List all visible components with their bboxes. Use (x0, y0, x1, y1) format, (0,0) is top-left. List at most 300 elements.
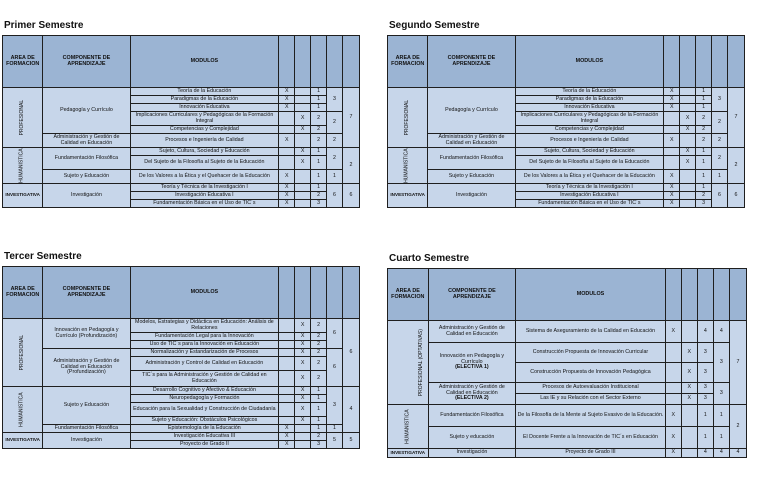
table-row (3, 134, 360, 148)
obligatorio-cell (664, 148, 680, 156)
credito-cell: 3 (697, 383, 713, 394)
table-row (388, 148, 745, 156)
table-row (388, 184, 745, 192)
obligatorio-cell (664, 156, 680, 170)
credito-cell: 1 (311, 148, 327, 156)
modulo-cell: Fundamentación Legal para la Innovación (130, 333, 279, 341)
flexible-cell: X (295, 319, 311, 333)
header-area: AREA DE FORMACION (388, 36, 428, 88)
credito-cell: 4 (697, 321, 713, 343)
creditos-area-cell: 5 (343, 433, 360, 449)
header-flexible (680, 36, 696, 88)
obligatorio-cell: X (664, 104, 680, 112)
header-creditos-area (343, 36, 360, 88)
modulo-cell: Sujeto y Educación: Obstáculos Psicológicos (130, 417, 279, 425)
obligatorio-cell: X (664, 96, 680, 104)
creditos-componente-cell: 3 (327, 387, 343, 425)
obligatorio-cell: X (279, 96, 295, 104)
area-cell (3, 88, 43, 148)
creditos-componente-cell: 6 (712, 184, 728, 208)
header-credito-modulo (697, 269, 713, 321)
creditos-area-cell: 7 (729, 321, 746, 405)
obligatorio-cell (279, 156, 295, 170)
header-flexible (295, 267, 311, 319)
modulo-cell: Epistemología de la Educación (130, 425, 279, 433)
componente-cell: Fundamentación Filosófica (43, 148, 130, 170)
modulo-cell: Implicaciones Curriculares y Pedagógicas de la Formación Integral (515, 112, 664, 126)
flexible-cell (295, 104, 311, 112)
creditos-area-cell: 4 (343, 387, 360, 433)
flexible-cell (680, 104, 696, 112)
componente-cell: Fundamentación Filosófica (428, 405, 516, 427)
componente-cell: Investigación (428, 449, 516, 458)
flexible-cell: X (295, 371, 311, 387)
creditos-componente-cell: 6 (327, 349, 343, 387)
modulo-cell: Neuropedagogía y Formación (130, 395, 279, 403)
header-area: AREA DE FORMACION (388, 269, 429, 321)
flexible-cell: X (295, 126, 311, 134)
creditos-componente-cell: 2 (712, 134, 728, 148)
header-flexible (681, 269, 697, 321)
credito-cell: 1 (696, 184, 712, 192)
creditos-componente-cell: 1 (327, 170, 343, 184)
obligatorio-cell: X (279, 170, 295, 184)
componente-cell: Administración y Gestión de Calidad en Educación (Profundización) (43, 349, 130, 387)
componente-cell (428, 383, 516, 405)
modulo-cell: De la Filosofía de la Mente al Sujeto Evasivo de la Educación. (516, 405, 666, 427)
modulo-cell: Implicaciones Curriculares y Pedagógicas de la Formación Integral (130, 112, 279, 126)
area-cell (3, 387, 43, 433)
header-creditos-area (729, 269, 746, 321)
credito-cell: 2 (311, 433, 327, 441)
panel-title: Segundo Semestre (389, 20, 480, 31)
obligatorio-cell (279, 403, 295, 417)
modulo-cell: Las IE y su Relación con el Sector Externo (516, 394, 666, 405)
flexible-cell: X (681, 394, 697, 405)
table-row (388, 449, 747, 458)
header-componente: COMPONENTE DE APRENDIZAJE (43, 36, 130, 88)
modulo-cell: Construcción Propuesta de Innovación Pedagógica (516, 363, 666, 383)
credito-cell: 2 (311, 371, 327, 387)
obligatorio-cell (279, 417, 295, 425)
panel-title: Primer Semestre (4, 20, 84, 31)
componente-cell: Sujeto y Educación (43, 170, 130, 184)
creditos-area-cell: 7 (728, 88, 745, 148)
componente-cell: Investigación (43, 184, 130, 208)
modulo-cell: Desarrollo Cognitivo y Afectivo & Educación (130, 387, 279, 395)
table-row (388, 383, 747, 394)
modulo-cell: Sistema de Aseguramiento de la Calidad en Educación (516, 321, 666, 343)
credito-cell: 3 (697, 394, 713, 405)
componente-cell: Fundamentación Filosófica (428, 148, 515, 170)
obligatorio-cell (279, 395, 295, 403)
area-label: HUMANISTICA (19, 392, 26, 427)
panel-tercer-semestre (2, 248, 360, 449)
flexible-cell (295, 170, 311, 184)
flexible-cell: X (681, 383, 697, 394)
creditos-area-cell: 2 (343, 148, 360, 184)
modulo-cell: Teoría y Técnica de la Investigación I (515, 184, 664, 192)
header-creditos-componente (327, 267, 343, 319)
modulo-cell: De los Valores a la Ética y el Quehacer de la Educación (130, 170, 279, 184)
modulo-cell: El Docente Frente a la Innovación de TIC´s en Educación (516, 427, 666, 449)
creditos-area-cell: 6 (728, 184, 745, 208)
obligatorio-cell: X (665, 427, 681, 449)
modulo-cell: De los Valores a la Ética y el Quehacer de la Educación (515, 170, 664, 184)
obligatorio-cell: X (279, 88, 295, 96)
table-row (3, 170, 360, 184)
credito-cell: 2 (311, 349, 327, 357)
obligatorio-cell: X (279, 134, 295, 148)
componente-label: Administración y Gestión de Calidad en Educación (438, 384, 505, 396)
flexible-cell: X (295, 395, 311, 403)
flexible-cell (681, 321, 697, 343)
componente-cell: Innovación en Pedagogía y Currículo (Profundización) (43, 319, 130, 349)
header-area: AREA DE FORMACION (3, 267, 43, 319)
componente-cell: Fundamentación Filosófica (43, 425, 130, 433)
obligatorio-cell: X (665, 449, 681, 458)
header-componente: COMPONENTE DE APRENDIZAJE (428, 36, 515, 88)
flexible-cell (295, 200, 311, 208)
area-label: HUMANISTICA (404, 148, 411, 183)
componente-cell: Investigación (428, 184, 515, 208)
creditos-componente-cell: 3 (712, 88, 728, 112)
flexible-cell (681, 449, 697, 458)
credito-cell: 3 (696, 200, 712, 208)
componente-cell: Pedagogía y Currículo (428, 88, 515, 134)
modulo-cell: Paradigmas de la Educación (130, 96, 279, 104)
curriculum-table (2, 266, 360, 449)
modulo-cell: Administración y Control de Calidad en Educación (130, 357, 279, 371)
credito-cell: 3 (311, 200, 327, 208)
credito-cell: 1 (311, 184, 327, 192)
credito-cell: 1 (311, 104, 327, 112)
credito-cell: 1 (311, 425, 327, 433)
flexible-cell: X (295, 148, 311, 156)
table-row (3, 425, 360, 433)
componente-cell: Administración y Gestión de Calidad en Educación (43, 134, 130, 148)
creditos-area-cell: 2 (729, 405, 746, 449)
credito-cell: 1 (696, 88, 712, 96)
obligatorio-cell: X (279, 433, 295, 441)
obligatorio-cell: X (664, 200, 680, 208)
credito-cell: 2 (311, 126, 327, 134)
obligatorio-cell (665, 363, 681, 383)
obligatorio-cell (664, 112, 680, 126)
obligatorio-cell: X (664, 134, 680, 148)
credito-cell: 1 (697, 405, 713, 427)
modulo-cell: Fundamentación Básica en el Uso de TIC´s (515, 200, 664, 208)
creditos-componente-cell: 3 (327, 88, 343, 112)
table-row (388, 170, 745, 184)
obligatorio-cell (279, 371, 295, 387)
obligatorio-cell (665, 343, 681, 363)
credito-cell: 4 (697, 449, 713, 458)
modulo-cell: Innovación Educativa (515, 104, 664, 112)
credito-cell: 1 (311, 156, 327, 170)
obligatorio-cell (279, 333, 295, 341)
componente-cell: Administración y Gestión de Calidad en Educación (428, 134, 515, 148)
modulo-cell: Normalización y Estandarización de Procesos (130, 349, 279, 357)
panel-title: Tercer Semestre (4, 251, 82, 262)
header-componente: COMPONENTE DE APRENDIZAJE (43, 267, 130, 319)
modulo-cell: Construcción Propuesta de Innovación Curricular (516, 343, 666, 363)
header-creditos-componente (327, 36, 343, 88)
credito-cell: 2 (696, 192, 712, 200)
credito-cell: 1 (696, 148, 712, 156)
flexible-cell (295, 192, 311, 200)
flexible-cell (295, 134, 311, 148)
obligatorio-cell: X (664, 88, 680, 96)
area-label: PROFESIONAL (19, 99, 26, 136)
flexible-cell (680, 134, 696, 148)
header-modulos: MODULOS (516, 269, 666, 321)
creditos-componente-cell: 1 (713, 427, 729, 449)
table-row (388, 321, 747, 343)
flexible-cell: X (295, 333, 311, 341)
modulo-cell: Paradigmas de la Educación (515, 96, 664, 104)
flexible-cell (295, 184, 311, 192)
creditos-componente-cell: 2 (327, 148, 343, 170)
modulo-cell: Procesos e Ingeniería de Calidad (130, 134, 279, 148)
area-label: PROFESIONAL (19, 334, 26, 371)
table-row (388, 427, 747, 449)
header-row (388, 36, 745, 88)
header-obligatorio (665, 269, 681, 321)
area-cell: INVESTIGATIVA (388, 184, 428, 208)
header-componente: COMPONENTE DE APRENDIZAJE (428, 269, 516, 321)
modulo-cell: Teoría de la Educación (515, 88, 664, 96)
creditos-componente-cell: 3 (713, 343, 729, 383)
modulo-cell: Investigación Educativa III (130, 433, 279, 441)
flexible-cell: X (681, 363, 697, 383)
creditos-componente-cell: 1 (712, 170, 728, 184)
creditos-componente-cell: 2 (327, 134, 343, 148)
flexible-cell: X (680, 156, 696, 170)
obligatorio-cell: X (665, 405, 681, 427)
creditos-area-cell: 6 (343, 319, 360, 387)
modulo-cell: Sujeto, Cultura, Sociedad y Educación (130, 148, 279, 156)
table-row (3, 148, 360, 156)
flexible-cell: X (295, 341, 311, 349)
curriculum-table (387, 35, 745, 208)
credito-cell: 1 (696, 104, 712, 112)
table-row (388, 134, 745, 148)
obligatorio-cell (279, 357, 295, 371)
credito-cell: 1 (311, 88, 327, 96)
header-credito-modulo (696, 36, 712, 88)
componente-cell: Administración y Gestión de Calidad en Educación (428, 321, 516, 343)
table-row (3, 387, 360, 395)
modulo-cell: Educación para la Sexualidad y Construcción de Ciudadanía (130, 403, 279, 417)
table-row (3, 319, 360, 333)
flexible-cell (680, 192, 696, 200)
credito-cell: 2 (311, 319, 327, 333)
flexible-cell: X (680, 112, 696, 126)
modulo-cell: Proyecto de Grado II (130, 441, 279, 449)
credito-cell: 2 (311, 134, 327, 148)
credito-cell: 1 (696, 156, 712, 170)
header-row (3, 36, 360, 88)
creditos-area-cell: 4 (729, 449, 746, 458)
electiva-label: (ELECTIVA 2) (455, 395, 489, 402)
flexible-cell: X (295, 357, 311, 371)
credito-cell: 2 (311, 357, 327, 371)
modulo-cell: Competencias y Complejidad (130, 126, 279, 134)
header-row (3, 267, 360, 319)
flexible-cell (680, 200, 696, 208)
obligatorio-cell (279, 349, 295, 357)
curriculum-table (2, 35, 360, 208)
header-row (388, 269, 747, 321)
flexible-cell (295, 425, 311, 433)
credito-cell: 1 (311, 170, 327, 184)
area-cell: INVESTIGATIVA (3, 184, 43, 208)
table-row (3, 349, 360, 357)
creditos-area-cell: 2 (728, 148, 745, 184)
area-label: PROFESIONAL (OPTATIVAS) (417, 328, 424, 396)
componente-cell: Pedagogía y Currículo (43, 88, 130, 134)
area-cell (388, 405, 429, 449)
creditos-componente-cell: 2 (712, 148, 728, 170)
credito-cell: 2 (311, 192, 327, 200)
header-creditos-area (343, 267, 360, 319)
modulo-cell: Procesos de Autoevaluación Institucional (516, 383, 666, 394)
modulo-cell: Innovación Educativa (130, 104, 279, 112)
electiva-label: (ELECTIVA 1) (455, 364, 489, 371)
flexible-cell: X (295, 417, 311, 425)
header-obligatorio (279, 36, 295, 88)
area-cell: INVESTIGATIVA (3, 433, 43, 449)
creditos-componente-cell: 5 (327, 433, 343, 449)
flexible-cell (680, 184, 696, 192)
table-row (388, 405, 747, 427)
credito-cell: 2 (696, 134, 712, 148)
obligatorio-cell: X (279, 184, 295, 192)
header-obligatorio (664, 36, 680, 88)
obligatorio-cell (279, 112, 295, 126)
creditos-componente-cell: 2 (327, 112, 343, 134)
modulo-cell: Modelos, Estrategias y Didáctica en Educación: Análisis de Relaciones (130, 319, 279, 333)
obligatorio-cell: X (279, 200, 295, 208)
creditos-area-cell: 6 (343, 184, 360, 208)
credito-cell: 1 (696, 96, 712, 104)
area-label: HUMANISTICA (404, 409, 411, 444)
credito-cell: 2 (311, 341, 327, 349)
creditos-componente-cell: 1 (713, 405, 729, 427)
header-flexible (295, 36, 311, 88)
obligatorio-cell (664, 126, 680, 134)
header-creditos-componente (712, 36, 728, 88)
flexible-cell: X (295, 387, 311, 395)
obligatorio-cell (279, 126, 295, 134)
credito-cell: 3 (697, 363, 713, 383)
modulo-cell: Fundamentación Básica en el Uso de TIC´s (130, 200, 279, 208)
componente-cell: Sujeto y Educación (428, 170, 515, 184)
modulo-cell: Sujeto, Cultura, Sociedad y Educación (515, 148, 664, 156)
modulo-cell: Uso de TIC´s para la Innovación en Educación (130, 341, 279, 349)
credito-cell: 1 (696, 170, 712, 184)
creditos-componente-cell: 3 (713, 383, 729, 405)
obligatorio-cell: X (665, 321, 681, 343)
area-cell (3, 319, 43, 387)
credito-cell: 2 (311, 112, 327, 126)
flexible-cell: X (295, 112, 311, 126)
credito-cell: 3 (697, 343, 713, 363)
creditos-componente-cell: 4 (713, 321, 729, 343)
creditos-componente-cell: 1 (327, 425, 343, 433)
modulo-cell: Competencias y Complejidad (515, 126, 664, 134)
obligatorio-cell (279, 148, 295, 156)
flexible-cell: X (680, 148, 696, 156)
table-row (3, 88, 360, 96)
panel-segundo-semestre (387, 17, 745, 208)
obligatorio-cell (279, 341, 295, 349)
flexible-cell (295, 96, 311, 104)
flexible-cell: X (295, 403, 311, 417)
flexible-cell: X (295, 156, 311, 170)
area-cell (388, 148, 428, 184)
area-label: HUMANISTICA (19, 148, 26, 183)
header-obligatorio (279, 267, 295, 319)
flexible-cell: X (680, 126, 696, 134)
creditos-area-cell: 7 (343, 88, 360, 148)
obligatorio-cell: X (664, 184, 680, 192)
creditos-componente-cell: 6 (327, 184, 343, 208)
modulo-cell: Proyecto de Grado III (516, 449, 666, 458)
componente-cell: Sujeto y Educación (43, 387, 130, 425)
table-row (3, 184, 360, 192)
credito-cell: 1 (311, 96, 327, 104)
credito-cell: 1 (697, 427, 713, 449)
flexible-cell (680, 96, 696, 104)
header-area: AREA DE FORMACION (3, 36, 43, 88)
creditos-componente-cell: 4 (713, 449, 729, 458)
modulo-cell: Teoría y Técnica de la Investigación I (130, 184, 279, 192)
obligatorio-cell: X (664, 192, 680, 200)
componente-cell (428, 343, 516, 383)
header-credito-modulo (311, 267, 327, 319)
credito-cell: 1 (311, 387, 327, 395)
header-creditos-componente (713, 269, 729, 321)
obligatorio-cell (665, 394, 681, 405)
obligatorio-cell: X (279, 104, 295, 112)
obligatorio-cell: X (279, 441, 295, 449)
credito-cell: 2 (696, 112, 712, 126)
header-credito-modulo (311, 36, 327, 88)
header-creditos-area (728, 36, 745, 88)
header-modulos: MODULOS (515, 36, 664, 88)
credito-cell: 1 (311, 395, 327, 403)
obligatorio-cell: X (279, 192, 295, 200)
area-label: PROFESIONAL (404, 99, 411, 136)
obligatorio-cell (665, 383, 681, 394)
modulo-cell: Investigación Educativa I (130, 192, 279, 200)
credito-cell: 1 (311, 403, 327, 417)
flexible-cell (680, 170, 696, 184)
area-cell: INVESTIGATIVA (388, 449, 429, 458)
obligatorio-cell: X (279, 425, 295, 433)
modulo-cell: Investigación Educativa I (515, 192, 664, 200)
flexible-cell: X (295, 349, 311, 357)
componente-label: Innovación en Pedagogía y Currículo (439, 353, 504, 365)
table-row (388, 88, 745, 96)
flexible-cell: X (681, 343, 697, 363)
creditos-componente-cell: 2 (712, 112, 728, 134)
area-cell (3, 148, 43, 184)
obligatorio-cell: X (664, 170, 680, 184)
modulo-cell: Procesos e Ingeniería de Calidad (515, 134, 664, 148)
